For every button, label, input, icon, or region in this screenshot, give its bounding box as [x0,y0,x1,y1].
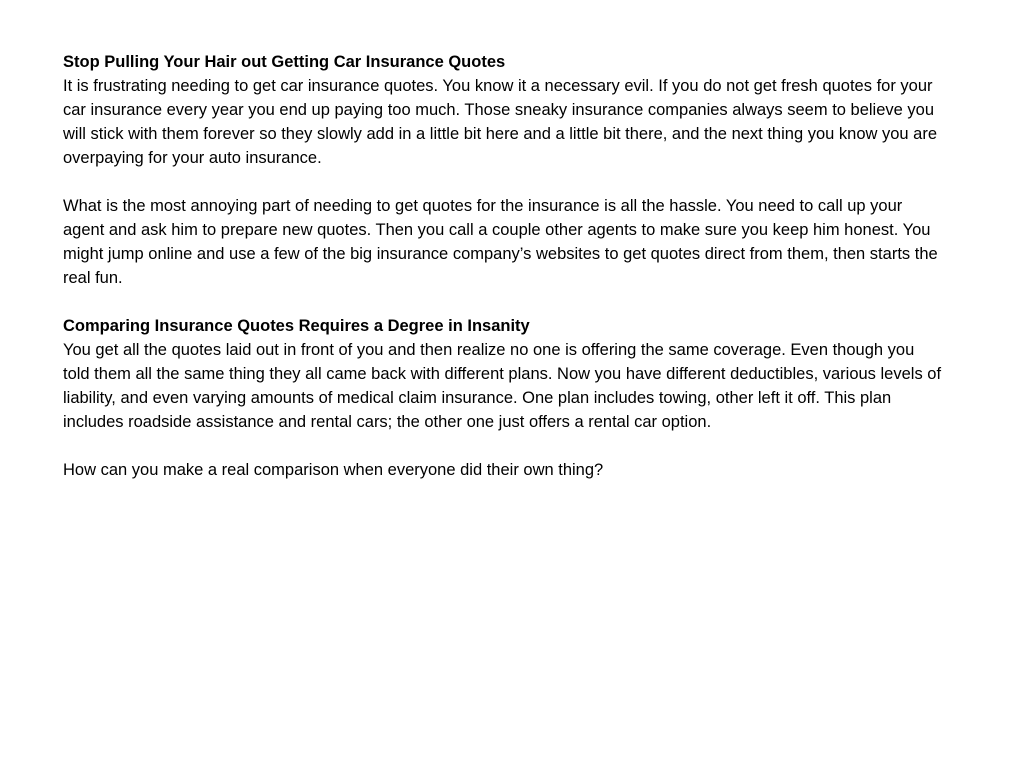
section-2-question [63,458,943,482]
slide-content [63,50,943,506]
section-heading-stop-pulling: Stop Pulling Your Hair out Getting Car Insurance Quotes [63,53,506,71]
paragraph-frustrating: It is frustrating needing to get car insurance quotes. You know it a necessary evil. If you do not get fresh quotes for your car insurance every year you end up paying too much. Those sneaky insurance companies always seem to believe you will stick with them forever so they slowly add in a little bit here and a little bit there, and the next thing you know you are overpaying for your auto insurance. [63,77,938,167]
section-1-intro [63,50,943,170]
section-1-hassle [63,194,943,290]
section-heading-comparing: Comparing Insurance Quotes Requires a Degree in Insanity [63,317,530,335]
paragraph-quotes-laid-out: You get all the quotes laid out in front of you and then realize no one is offering the same coverage. Even though you told them all the same thing they all came back with different plans. Now you have different deductibles, various levels of liability, and even varying amounts of medical claim insurance. One plan includes towing, other left it off. This plan includes roadside assistance and rental cars; the other one just offers a rental car option. [63,341,942,431]
section-2-comparing [63,314,943,434]
paragraph-real-comparison: How can you make a real comparison when everyone did their own thing? [63,461,604,479]
paragraph-hassle: What is the most annoying part of needing to get quotes for the insurance is all the hassle. You need to call up your agent and ask him to prepare new quotes. Then you call a couple other agents to make sure you keep him honest. You might jump online and use a few of the big insurance company’s websites to get quotes direct from them, then starts the real fun. [63,197,938,287]
